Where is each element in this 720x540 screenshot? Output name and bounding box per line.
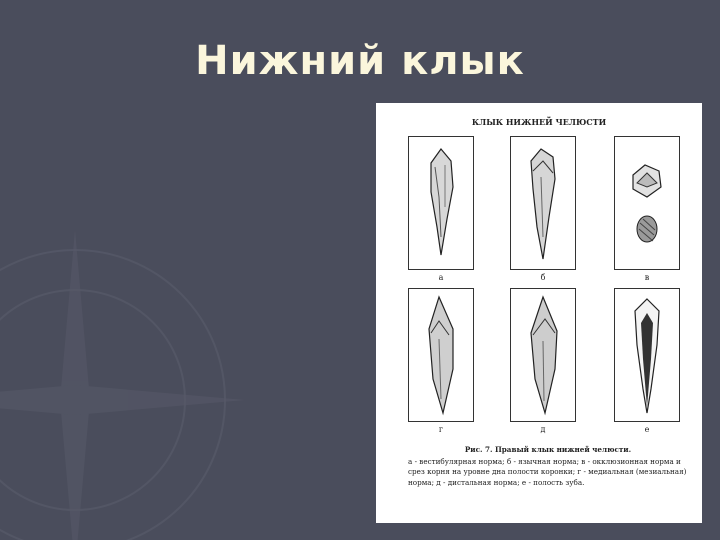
figure-caption [408, 445, 688, 488]
panel-cavity [614, 288, 680, 422]
caption-title: Рис. 7. Правый клык нижней челюсти. [464, 445, 632, 454]
panel-label-d: д [540, 425, 546, 434]
panel-label-b: б [540, 273, 546, 282]
caption-text: а - вестибулярная норма; б - язычная норма; в - окклюзионная норма и срез корня на уровне дна полости коронки; г - медиальная (мезиальная) норма; д - дистальная норма; е - полость зуба. [408, 456, 687, 487]
panel-distal [510, 288, 576, 422]
canine-mesial-drawing [409, 289, 473, 421]
panel-label-v: в [644, 273, 650, 282]
panel-label-a: а [438, 273, 444, 282]
panel-label-g: г [438, 425, 444, 434]
canine-vestibular-drawing [409, 137, 473, 269]
canine-lingual-drawing [511, 137, 575, 269]
panel-lingual [510, 136, 576, 270]
panel-occlusal [614, 136, 680, 270]
figure-title: КЛЫК НИЖНЕЙ ЧЕЛЮСТИ [471, 117, 607, 127]
panel-vestibular [408, 136, 474, 270]
canine-distal-drawing [511, 289, 575, 421]
canine-occlusal-drawing [615, 137, 679, 269]
tooth-figure [376, 103, 702, 523]
slide-title: Нижний клык [195, 38, 525, 84]
canine-cavity-drawing [615, 289, 679, 421]
panel-label-e: е [644, 425, 650, 434]
panel-mesial [408, 288, 474, 422]
